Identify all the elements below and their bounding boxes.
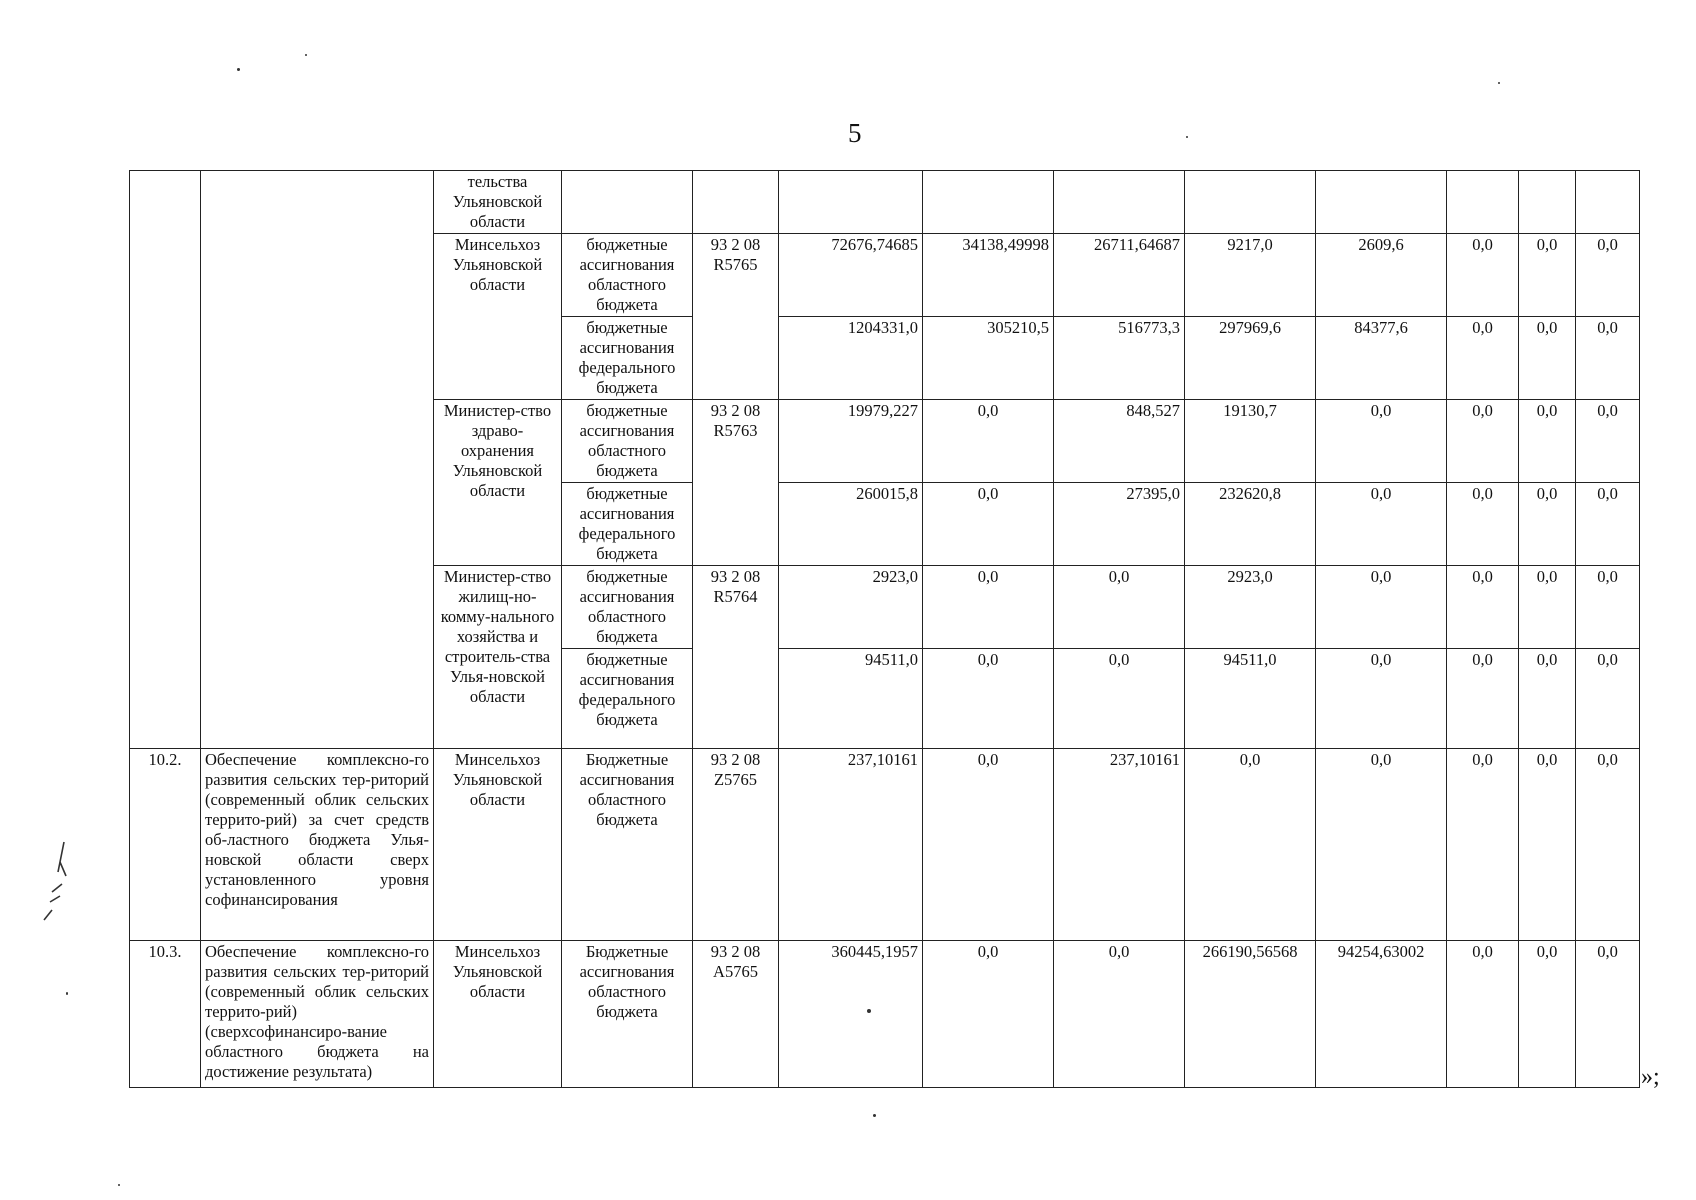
scan-speck [237,68,240,71]
value-cell: 9217,0 [1185,234,1316,317]
value-cell: 0,0 [1519,566,1576,649]
value-cell: 1204331,0 [779,317,923,400]
value-cell: 0,0 [1576,649,1640,749]
margin-scribble [36,832,86,932]
value-cell: 19979,227 [779,400,923,483]
source-cell: бюджетные ассигнования федерального бюджета [562,649,693,749]
measure-name-cell: Обеспечение комплексно-го развития сельских тер-риторий (современный облик сельских террито-рий) за счет средств об-ластного бюджета Улья-новской области сверх установленного уровня софинансирования [201,749,434,941]
row-number-cell: 10.2. [130,749,201,941]
scan-speck [1186,136,1188,138]
value-cell: 0,0 [1447,566,1519,649]
value-cell: 27395,0 [1054,483,1185,566]
budget-table [129,170,1640,1088]
org-cell: Минсельхоз Ульяновской области [434,234,562,400]
value-cell: 0,0 [1576,400,1640,483]
code-cell: 93 2 08 R5763 [693,400,779,566]
value-cell: 266190,56568 [1185,941,1316,1088]
source-cell: бюджетные ассигнования федерального бюджета [562,317,693,400]
value-cell: 0,0 [1447,317,1519,400]
value-cell: 2609,6 [1316,234,1447,317]
table-row [130,749,1640,941]
value-cell: 0,0 [1447,400,1519,483]
value-cell: 0,0 [1519,317,1576,400]
scan-speck [867,1009,871,1013]
value-cell: 0,0 [1519,749,1576,941]
code-cell: 93 2 08 R5765 [693,234,779,400]
value-cell: 0,0 [1576,749,1640,941]
measure-name-cell [201,171,434,749]
value-cell: 0,0 [1576,234,1640,317]
table-row [130,171,1640,234]
source-cell: бюджетные ассигнования областного бюджета [562,234,693,317]
source-cell: Бюджетные ассигнования областного бюджета [562,749,693,941]
value-cell: 0,0 [1519,941,1576,1088]
closing-quote-mark: »; [1641,1064,1660,1090]
scan-speck [873,1114,876,1117]
value-cell: 0,0 [1519,234,1576,317]
org-cell: Министер-ство жилищ-но-комму-нального хозяйства и строитель-ства Улья-новской области [434,566,562,749]
value-cell: 848,527 [1054,400,1185,483]
value-cell: 19130,7 [1185,400,1316,483]
value-cell: 0,0 [923,566,1054,649]
value-cell: 0,0 [923,483,1054,566]
value-cell: 0,0 [1519,649,1576,749]
value-cell: 0,0 [923,400,1054,483]
value-cell: 360445,1957 [779,941,923,1088]
org-cell: Минсельхоз Ульяновской области [434,941,562,1088]
value-cell: 0,0 [923,749,1054,941]
value-cell: 0,0 [1316,566,1447,649]
value-cell: 84377,6 [1316,317,1447,400]
value-cell: 94254,63002 [1316,941,1447,1088]
scan-speck [66,992,68,995]
value-cell: 34138,49998 [923,234,1054,317]
value-cell: 0,0 [1054,566,1185,649]
value-cell: 26711,64687 [1054,234,1185,317]
value-cell: 72676,74685 [779,234,923,317]
value-cell: 0,0 [1519,483,1576,566]
value-cell: 94511,0 [779,649,923,749]
value-cell: 0,0 [1519,400,1576,483]
row-number-cell: 10.3. [130,941,201,1088]
value-cell: 2923,0 [1185,566,1316,649]
value-cell: 0,0 [1054,649,1185,749]
scan-speck [1498,82,1500,84]
scan-speck [305,54,307,56]
org-cell: Министер-ство здраво-охранения Ульяновской области [434,400,562,566]
value-cell: 0,0 [1316,400,1447,483]
value-cell: 0,0 [1447,941,1519,1088]
source-cell: Бюджетные ассигнования областного бюджета [562,941,693,1088]
value-cell: 94511,0 [1185,649,1316,749]
value-cell: 0,0 [1316,483,1447,566]
value-cell: 0,0 [1316,649,1447,749]
source-cell: бюджетные ассигнования областного бюджета [562,400,693,483]
value-cell: 0,0 [923,941,1054,1088]
value-cell: 237,10161 [779,749,923,941]
code-cell: 93 2 08 A5765 [693,941,779,1088]
value-cell: 297969,6 [1185,317,1316,400]
value-cell: 516773,3 [1054,317,1185,400]
code-cell: 93 2 08 Z5765 [693,749,779,941]
value-cell: 0,0 [1447,749,1519,941]
value-cell: 0,0 [1576,566,1640,649]
value-cell: 260015,8 [779,483,923,566]
value-cell: 0,0 [1576,317,1640,400]
value-cell: 0,0 [1054,941,1185,1088]
value-cell: 0,0 [1447,649,1519,749]
value-cell: 305210,5 [923,317,1054,400]
org-cell: тельства Ульяновской области [434,171,562,234]
value-cell: 0,0 [1447,483,1519,566]
measure-name-cell: Обеспечение комплексно-го развития сельских тер-риторий (современный облик сельских террито-рий) (сверхсофинансиро-вание областного бюджета на достижение результата) [201,941,434,1088]
value-cell: 237,10161 [1054,749,1185,941]
source-cell: бюджетные ассигнования областного бюджета [562,566,693,649]
value-cell: 2923,0 [779,566,923,649]
org-cell: Минсельхоз Ульяновской области [434,749,562,941]
page-number: 5 [848,118,862,148]
value-cell: 0,0 [1447,234,1519,317]
value-cell: 0,0 [1576,483,1640,566]
value-cell: 0,0 [1576,941,1640,1088]
row-number-cell [130,171,201,749]
value-cell: 232620,8 [1185,483,1316,566]
code-cell: 93 2 08 R5764 [693,566,779,749]
value-cell: 0,0 [1316,749,1447,941]
scan-speck [118,1184,120,1186]
value-cell: 0,0 [923,649,1054,749]
value-cell: 0,0 [1185,749,1316,941]
table-row [130,941,1640,1088]
source-cell: бюджетные ассигнования федерального бюджета [562,483,693,566]
